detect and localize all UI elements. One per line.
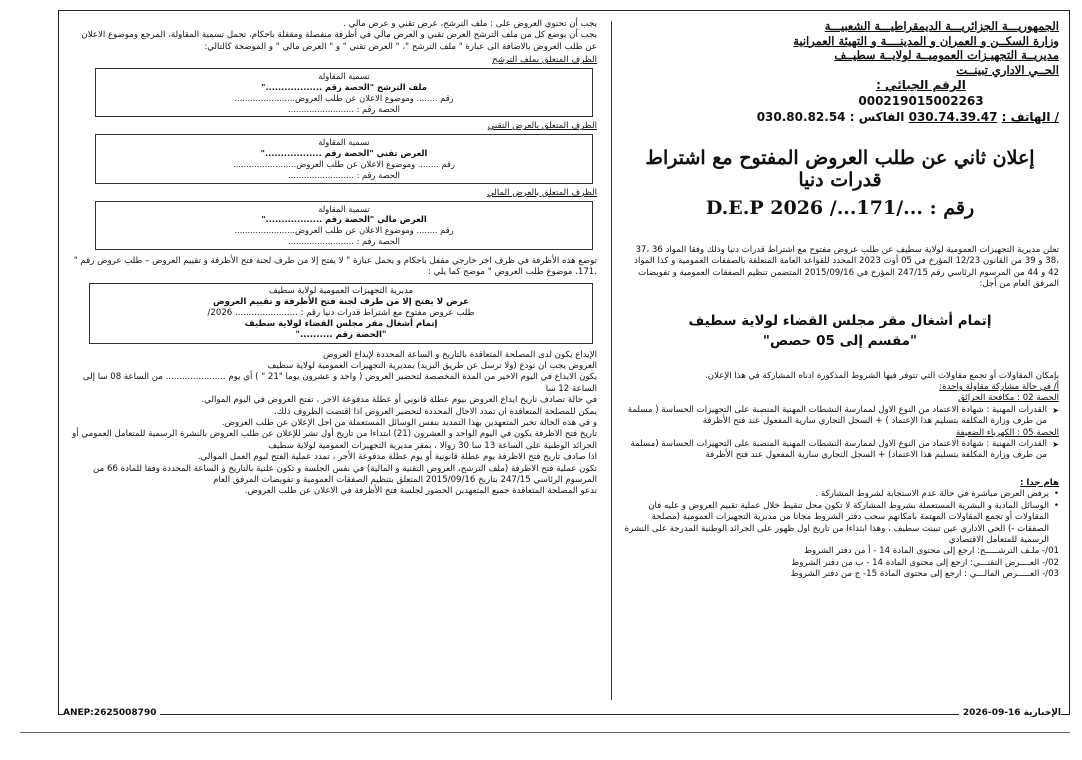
opening-date: تاريخ فتح الاظرفة يكون في اليوم الواحد و العشرون (21) ابتداءا من تاريخ أول نشر للإعلان عن طلب العروض بالنشرة الرسمية للمتعامل العمومي أو الجرائد الوطنية على الساعة 13 سا 30 زوالا ، بمقر مديرية التجهيزات العمومية لولاية سطيف [72, 429, 597, 451]
fax-label: الفاكس : [849, 110, 905, 124]
reference-1: 01/- ملـف الترشـــــح: ارجع إلى محتوى المادة 14 - أ من دفتر الشروط [804, 546, 1059, 557]
opening-invitation: تدعو المصلحة المتعاقدة جميع المتعهدين الحضور لجلسة فتح الأظرفة في الاعلان عن طلب العروض. [244, 486, 597, 497]
project-subject: إتمام أشغال مقر مجلس القضاء لولاية سطيف [688, 312, 992, 329]
phone-label: / الهاتف : [1001, 110, 1059, 124]
column-divider [611, 21, 612, 700]
envelope-2-title: العرض تقني "الحصة رقم .................." [260, 148, 428, 159]
envelopes-instructions: يجب أن يوضع كل من ملف الترشح العرض تقني و العرض مالي في أظرفة منفصلة ومقفلة باحكام، تحمل تسمية المقاولة، المرجع وموضوع الاعلان عن طلب العروض بالاضافة الى عبارة " ملف الترشح "، " العرض تقني " و " العرض مالي " و الموضحة كالتالي: [81, 30, 597, 52]
envelope-2-ref: رقم ........ وموضوع الاعلان عن طلب العروض........................ [233, 159, 455, 169]
eligibility-case: أ/ في حالة مشاركة مقاولة واحدة: [939, 382, 1059, 393]
deposit-notification: و في هذه الحالة تخبر المتعهدين بهذا التمديد بنفس الوسائل المستعملة من اجل الإعلان عن طلب العروض. [221, 418, 597, 429]
fiscal-number: 000219015002263 [858, 94, 984, 108]
announcement-intro: تعلن مديرية التجهيزات العمومية لولاية سطيف عن طلب عروض مفتوح مع اشتراط قدرات دنيا وذلك وفقا المواد 36 ،37 ،38 و 39 من القانون 12/23 المؤرخ في 05 أوت 2023 المحدد للقواعد العامة المتعلقة بالصفقات العمومية و كذا المواد 42 و 44 من المرسوم الرئاسي رقم 247/15 المؤرخ في 2015/09/16 المتضمن تنظيم الصفقات العمومية و تفويضات المرفق العام من أجل: [634, 245, 1059, 290]
envelope-1-title: ملف الترشح "الحصة رقم .................." [261, 82, 427, 93]
lot-2-requirement: ➤ القدرات المهنية : شهادة الاعتماد من النوع الاول لممارسة النشطات المهنية المنصبة على التجهيزات الحساسة ( مسلمة من طرف وزارة المكلفة بتسليم هذا الإعتماد ) + السجل التجاري سارية المفعول عند فتح الأظرفة [621, 405, 1059, 428]
envelope-1-box [95, 68, 593, 117]
header-address: الحــي الاداري تبينــت [956, 62, 1059, 77]
phone-number: 030.74.39.47 [908, 110, 998, 124]
offers-content: يجب أن تحتوي العروض على : ملف الترشح، عرض تقني و عرض مالي . [343, 19, 597, 29]
deposit-date: يكون الايداع في اليوم الاخير من المدة المخصصة لتحضير العروض ( واحد و عشرون يوما "21 " ) أي يوم ...................... من الساعة 08 سا إلى الساعة 12 سا [82, 372, 597, 394]
envelope-2-lot: الحصة رقم : ......................... [288, 169, 400, 180]
envelope-1-ref: رقم ........ وموضوع الاعلان عن طلب العروض....................... [234, 92, 454, 103]
deposit-extension: يمكن للمصلحة المتعاقدة ان تمدد الاجال المحددة لتحضير العروض اذا اقتضت الظروف ذلك. [274, 406, 597, 417]
envelope-3-company: تسمية المقاولة [318, 203, 370, 214]
outer-envelope-lot: "الحصة رقم .........." [295, 329, 387, 340]
publication-date: الإخبارية 16-09-2026 [959, 708, 1061, 718]
deposit-rule: الإيداع يكون لدى المصلحة المتعاقدة بالتاريخ و الساعة المحددة لإيداع العروض [323, 349, 597, 360]
bottom-rule [20, 732, 1070, 733]
announcement-number: رقم : .../171.../ D.E.P 2026 [705, 197, 975, 219]
outer-envelope-box [89, 283, 593, 344]
important-item-1: • يرفض العرض مباشرة في حالة عدم الاستجابة لشروط المشاركة . [621, 489, 1059, 500]
header-republic: الجمهوريـــة الجزائريـــة الديمقراطيـــة الشعبيـــة [824, 19, 1059, 33]
announcement-title: إعلان ثاني عن طلب العروض المفتوح مع اشتراط قدرات دنيا [645, 147, 1035, 191]
envelope-3-box [95, 201, 593, 250]
outer-envelope-ref: طلب عروض مفتوح مع اشتراط قدرات دنيا رقم : ....................... 2026/ [207, 307, 475, 318]
outer-envelope-instructions: توضع هذه الأظرفة في ظرف اخر خارجي مقفل باحكام و يحمل عبارة " لا يفتح إلا من طرف لجنة فتح الأظرفة و تقييم العروض – طلب عروض رقم " .171. موضوع طلب العروض " موضح كما يلي : [73, 255, 597, 278]
fiscal-block [791, 77, 1051, 109]
left-column [71, 19, 597, 702]
envelope-1-company: تسمية المقاولة [318, 71, 370, 82]
important-item-2: • الوسائل المادية و البشرية المستعملة بشروط المشاركة لا تكون محل تنقيط خلال عملية تقييم العروض و عليه فان المقاولات أو تجمع المقاولات المهتمة بامكانهم سحب دفتر الشروط مجانا من مديرية التجهيزات العمومية (مصلحة الصفقات -) الحي الاداري عين تبينت سطيف ، وهذا ابتداءا من تاريخ اول ظهور على الجرائد الوطنية المدرجة على النشرة الرسمية للمتعامل الاقتصادي [621, 501, 1059, 547]
eligibility-intro: بإمكان المقاولات أو تجمع مقاولات التي تتوفر فيها الشروط المذكورة ادناه المشاركة في هذا الإعلان. [705, 370, 1059, 381]
project-lots: "مقسم إلى 05 حصص" [762, 332, 918, 349]
deposit-location: العروض يجب ان تودع (ولا ترسل عن طريق البريد) بمديرية التجهيزات العمومية لولاية سطيف [267, 361, 597, 371]
fax-number: 030.80.82.54 [756, 110, 846, 124]
header-directorate: مديريــة التجهيـزات العموميــة لولايــة سطيــف [834, 48, 1059, 62]
newspaper-page [58, 10, 1070, 718]
lot-2-label: الحصة 02 : مكافحة الحرائق [958, 393, 1059, 404]
envelope-2-box [95, 134, 593, 183]
envelope-3-lot: الحصة رقم : ......................... [288, 235, 400, 246]
envelope-3-ref: رقم ........ وموضوع الاعلان عن طلب العروض....................... [234, 225, 454, 236]
envelope-2-label: الظرف المتعلق بالعرض التقني [487, 121, 597, 132]
right-column [621, 19, 1059, 702]
reference-3: 03/- العـــــرض المالـــي : ارجع إلى محتوى المادة 15- ج من دفتر الشروط [790, 569, 1059, 580]
opening-session: تكون عملية فتح الاظرفة (ملف الترشح، العروض التقنية و المالية) في نفس الجلسة و تكون علنية بالتاريخ و الساعة المحددة وفقا للمادة 66 من المرسوم الرئاسي 247/15 بتاريخ 2015/09/16 المتعلق بتنظيم الصفقات العمومية و تفويضات المرفق العام [93, 463, 597, 486]
envelope-1-label: الظرف المتعلق بملف الترشح [492, 55, 597, 66]
envelope-3-label: الظرف المتعلق بالعرض المالي [487, 187, 597, 198]
outer-envelope-directorate: مديرية التجهيزات العمومية لولاية سطيف [268, 285, 414, 296]
important-label: هام جدا : [1019, 477, 1059, 488]
opening-holiday: اذا صادف تاريخ فتح الاظرفة يوم عطلة قانونية أو يوم عطلة مدفوعة الأجر ، تمدد عملية الفتح ليوم العمل الموالي. [197, 452, 597, 463]
lot-5-label: الحصة 05 : الكهرباء الضعيفة [955, 427, 1059, 438]
envelope-2-company: تسمية المقاولة [318, 137, 370, 148]
envelope-1-lot: الحصة رقم : ......................... [288, 103, 400, 114]
envelope-3-title: العرض مالي "الحصة رقم .................." [261, 214, 427, 225]
header-ministry: وزارة السكــن و العمران و المدينــــة و التهيئة العمرانية [793, 33, 1059, 48]
lot-5-requirement: ➤ القدرات المهنية : شهادة الاعتماد من النوع الاول لممارسة النشطات المهنية المنصبة على التجهيزات الحساسة (مسلمة من طرف وزارة المكلفة بتسليم هذا الاعتماد) + السجل التجاري سارية المفعول عند فتح الأظرفة [621, 439, 1059, 462]
anep-reference: ANEP:2625008790 [63, 708, 160, 718]
fiscal-label: الرقم الجبائي : [876, 78, 966, 92]
phone-fax-line [621, 109, 1059, 125]
deposit-holiday: في حالة تصادف تاريخ ايداع العروض بيوم عطلة قانوني أو عطلة مدفوعة الاجر ، تفتح العروض في اليوم الموالي. [201, 395, 597, 406]
outer-envelope-subject: إتمام أشغال مقر مجلس القضاء لولاية سطيف [244, 318, 438, 329]
outer-envelope-warning: عرض لا يفتح إلا من طرف لجنة فتح الأظرفة و تقييم العروض [213, 296, 469, 307]
reference-2: 02/- العــــرض التقنـــي: ارجع إلى محتوى المادة 14 - ب من دفتر الشروط [791, 557, 1059, 568]
